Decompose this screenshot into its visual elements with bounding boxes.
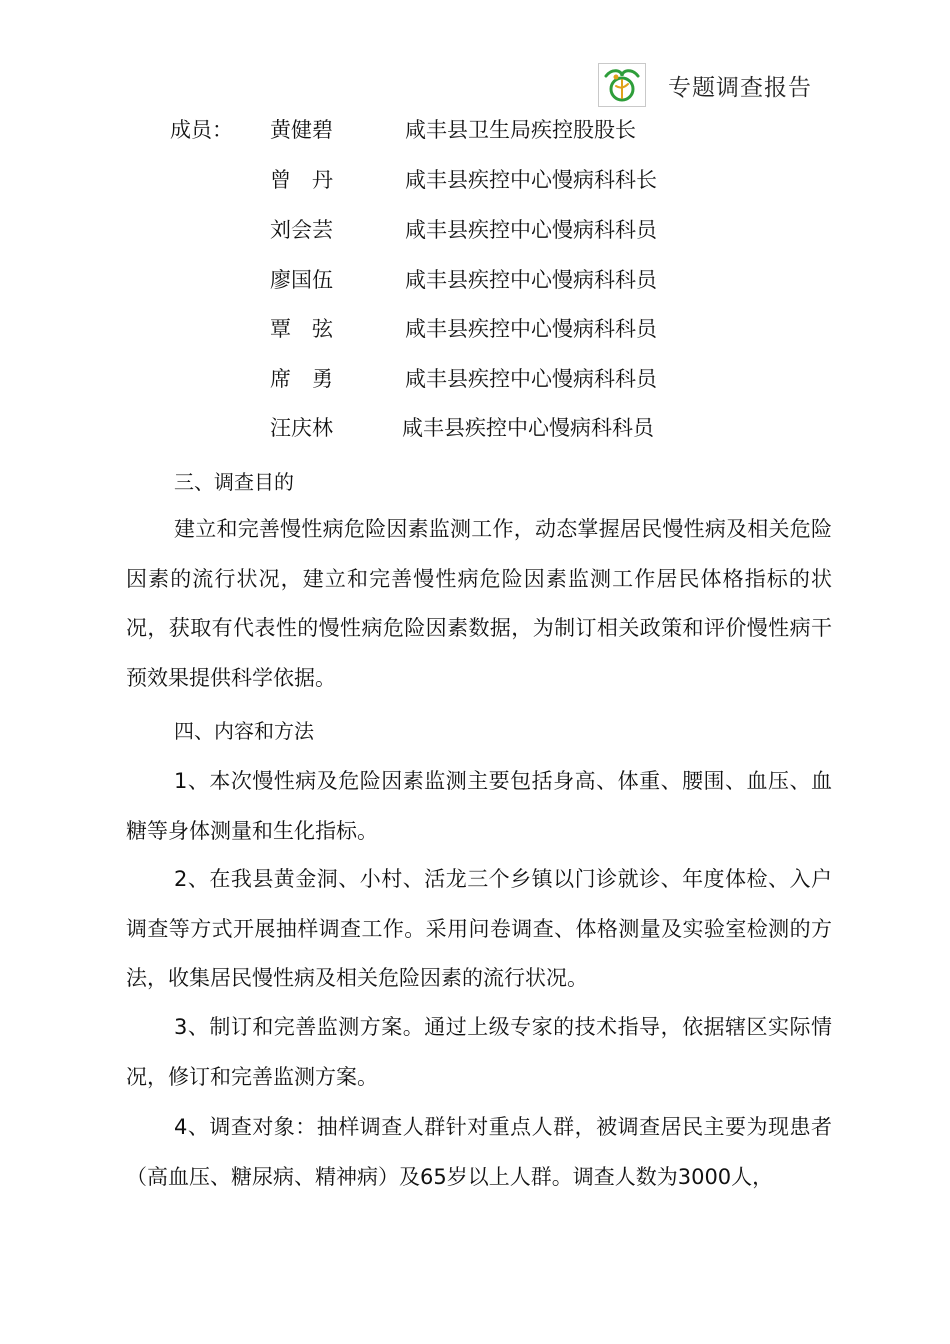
paragraph: 4、调查对象：抽样调查人群针对重点人群，被调查居民主要为现患者（高血压、糖尿病、精神病）及65岁以上人群。调查人数为3000人， [126,1115,832,1189]
paragraph: 2、在我县黄金洞、小村、活龙三个乡镇以门诊就诊、年度体检、入户调查等方式开展抽样调查工作。采用问卷调查、体格测量及实验室检测的方法，收集居民慢性病及相关危险因素的流行状况。 [126,867,832,991]
member-row [0,359,950,399]
member-position: 咸丰县疾控中心慢病科科员 [405,217,657,242]
member-position: 咸丰县疾控中心慢病科科员 [405,267,657,292]
member-name: 刘会芸 [270,217,333,242]
member-row [0,408,950,448]
member-name: 廖国伍 [270,267,333,292]
report-title: 专题调查报告 [668,74,812,101]
member-name: 覃 弦 [270,317,333,341]
page-header [598,62,812,108]
section-heading: 四、内容和方法 [174,719,314,743]
member-row [0,309,950,349]
member-position: 咸丰县疾控中心慢病科科长 [405,168,657,192]
member-position: 咸丰县疾控中心慢病科科员 [402,416,654,440]
member-row [0,110,950,150]
member-position: 咸丰县疾控中心慢病科科员 [405,367,657,391]
section-heading: 三、调查目的 [174,470,294,494]
member-position: 咸丰县疾控中心慢病科科员 [405,317,657,341]
green-leaf-logo-icon [602,66,642,104]
member-row [0,260,950,300]
paragraph: 1、本次慢性病及危险因素监测主要包括身高、体重、腰围、血压、血糖等身体测量和生化指标。 [126,769,832,843]
paragraph: 建立和完善慢性病危险因素监测工作，动态掌握居民慢性病及相关危险因素的流行状况，建立和完善慢性病危险因素监测工作居民体格指标的状况，获取有代表性的慢性病危险因素数据，为制订相关政策和评价慢性病干预效果提供科学依据。 [126,517,832,690]
member-position: 咸丰县卫生局疾控股股长 [405,118,636,142]
paragraph: 3、制订和完善监测方案。通过上级专家的技术指导，依据辖区实际情况，修订和完善监测方案。 [126,1015,832,1089]
logo-icon [598,63,646,107]
member-name: 曾 丹 [270,168,333,192]
member-name: 汪庆林 [270,416,333,440]
member-row [0,210,950,250]
member-name: 席 勇 [270,367,333,391]
member-row [0,160,950,200]
members-label: 成员： [170,118,233,142]
member-name: 黄健碧 [270,118,333,142]
